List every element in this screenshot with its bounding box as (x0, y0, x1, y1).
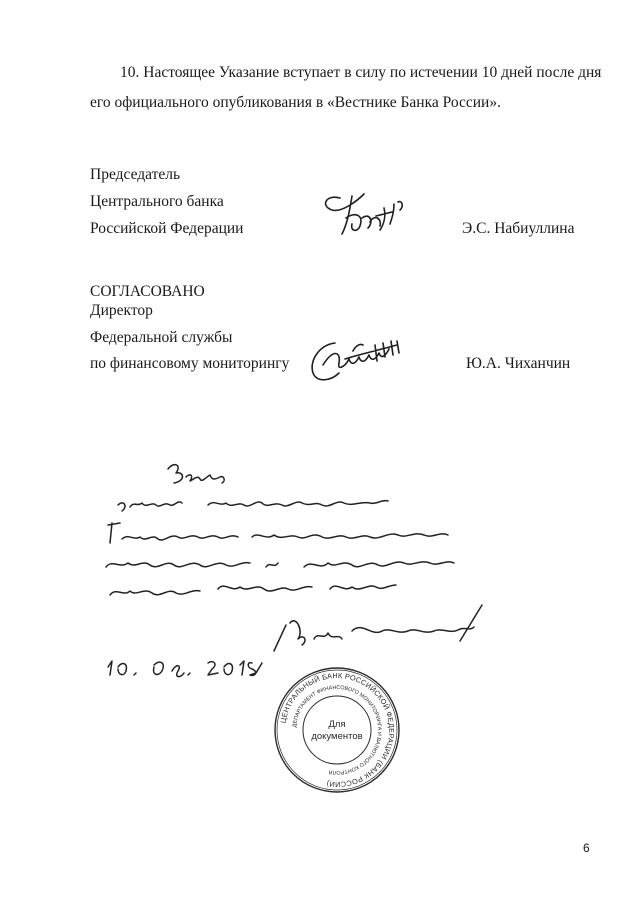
chair-name: Э.С. Набиуллина (462, 220, 575, 237)
handwritten-certification-icon (90, 455, 490, 695)
agreed-title-line-2: Федеральной службы (90, 329, 233, 346)
paragraph-line-1: 10. Настоящее Указание вступает в силу по истечении 10 дней после дня (120, 64, 602, 81)
stamp-center-line-2: документов (311, 731, 363, 742)
stamp-inner-text: ДЕПАРТАМЕНТ ФИНАНСОВОГО МОНИТОРИНГА И ВАЛЮТНОГО КОНТРОЛЯ (292, 684, 383, 776)
agreed-title-line-1: Директор (90, 302, 153, 319)
chair-title-line-3: Российской Федерации (90, 220, 244, 237)
chair-title-line-1: Председатель (90, 166, 181, 183)
chair-signature-icon (318, 188, 428, 243)
agreed-name: Ю.А. Чиханчин (466, 355, 571, 372)
paragraph-10 (90, 58, 600, 118)
paragraph-line-2: его официального опубликования в «Вестнике Банка России». (90, 94, 501, 111)
agreed-title-line-3: по финансовому мониторингу (90, 355, 290, 372)
stamp-outer-text: ЦЕНТРАЛЬНЫЙ БАНК РОССИЙСКОЙ ФЕДЕРАЦИИ (БАНК РОССИИ) (278, 670, 397, 790)
stamp-center-line-1: Для (328, 719, 346, 730)
round-stamp-icon (272, 665, 402, 795)
page-number: 6 (583, 841, 590, 855)
chair-title-line-2: Центрального банка (90, 193, 224, 210)
agreed-label: СОГЛАСОВАНО (90, 283, 205, 300)
director-signature-icon (305, 335, 405, 387)
